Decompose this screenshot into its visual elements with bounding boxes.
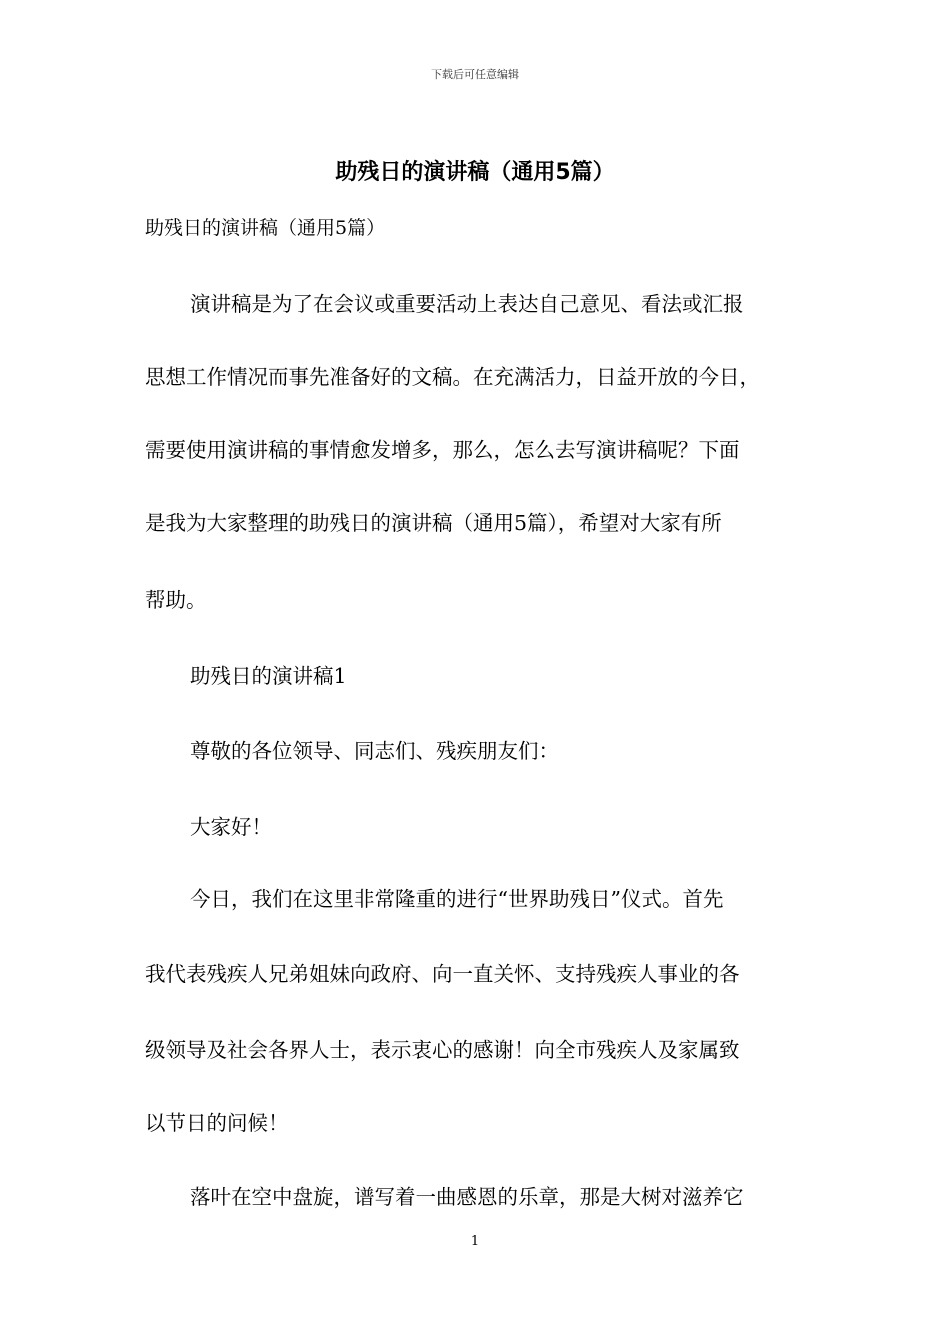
paragraph-line: 演讲稿是为了在会议或重要活动上表达自己意见、看法或汇报 xyxy=(190,292,744,316)
paragraph-line: 落叶在空中盘旋，谱写着一曲感恩的乐章，那是大树对滋养它 xyxy=(190,1185,744,1209)
page-header: 下载后可任意编辑 xyxy=(431,68,519,81)
paragraph-line: 帮助。 xyxy=(145,588,207,612)
paragraph-line: 今日，我们在这里非常隆重的进行“世界助残日”仪式。首先 xyxy=(190,887,724,911)
section-heading: 助残日的演讲稿1 xyxy=(190,664,347,688)
paragraph-line: 大家好！ xyxy=(190,815,272,839)
paragraph-line: 以节日的问候！ xyxy=(145,1111,289,1135)
paragraph-line: 尊敬的各位领导、同志们、残疾朋友们： xyxy=(190,739,559,763)
paragraph-line: 是我为大家整理的助残日的演讲稿（通用5篇），希望对大家有所 xyxy=(145,511,722,535)
paragraph-line: 级领导及社会各界人士，表示衷心的感谢！向全市残疾人及家属致 xyxy=(145,1038,740,1062)
paragraph-line: 需要使用演讲稿的事情愈发增多，那么，怎么去写演讲稿呢？下面 xyxy=(145,438,740,462)
document-subtitle: 助残日的演讲稿（通用5篇） xyxy=(145,217,386,239)
document-title: 助残日的演讲稿（通用5篇） xyxy=(335,160,615,185)
paragraph-line: 思想工作情况而事先准备好的文稿。在充满活力，日益开放的今日， xyxy=(145,365,760,389)
page-number: 1 xyxy=(470,1234,480,1249)
paragraph-line: 我代表残疾人兄弟姐妹向政府、向一直关怀、支持残疾人事业的各 xyxy=(145,962,740,986)
